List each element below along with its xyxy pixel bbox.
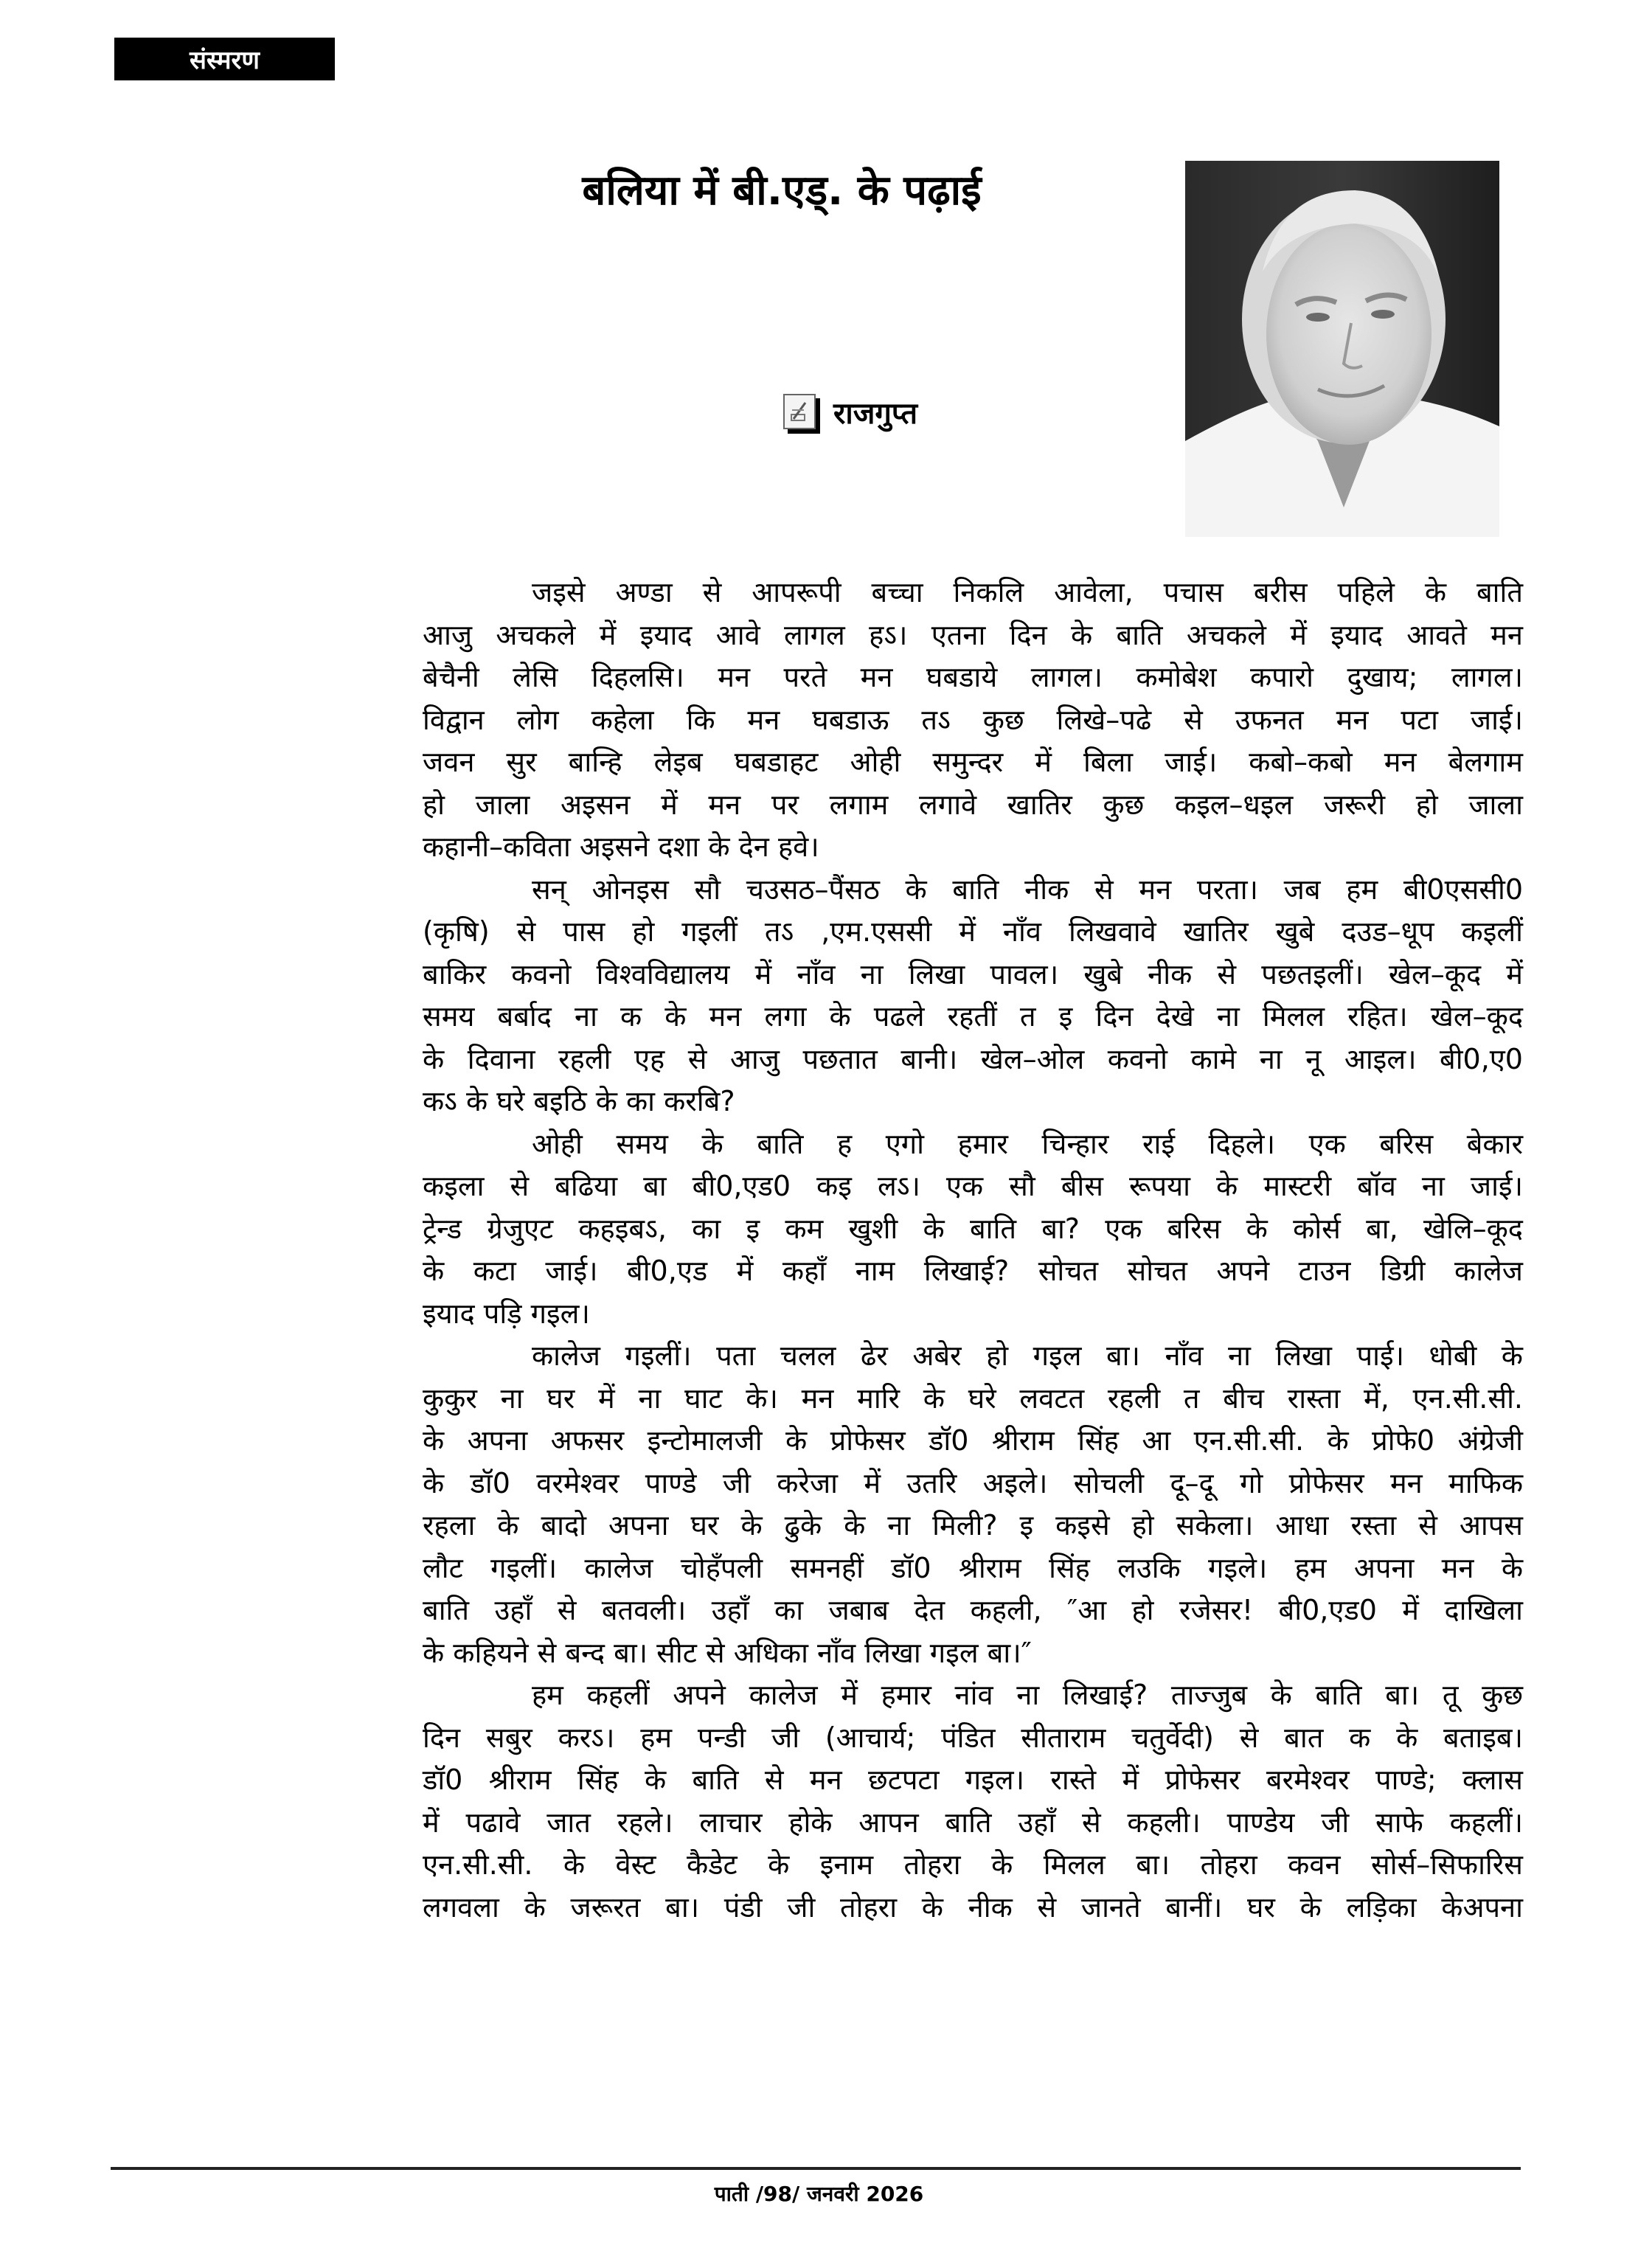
paragraph xyxy=(423,1674,1523,1929)
text-line: समय बर्बाद ना क के मन लगा के पढले रहतीं त इ दिन देखे ना मिलल रहित। खेल–कूद xyxy=(423,1000,1523,1033)
text-line: कइला से बढिया बा बी0,एड0 कइ लऽ। एक सौ बीस रूपया के मास्टरी बॉव ना जाई। xyxy=(423,1170,1523,1202)
section-tag xyxy=(114,38,335,80)
paragraph xyxy=(423,869,1523,1123)
page-footer: पाती /98/ जनवरी 2026 xyxy=(714,2182,924,2206)
text-line: रहला के बादो अपना घर के ढुके के ना मिली? इ कइसे हो सकेला। आधा रस्ता से आपस xyxy=(423,1509,1523,1542)
footer-divider xyxy=(111,2167,1521,2170)
text-line: हो जाला अइसन में मन पर लगाम लगावे खातिर कुछ कइल–धइल जरूरी हो जाला xyxy=(423,788,1523,821)
text-line: हम कहलीं अपने कालेज में हमार नांव ना लिखाई? ताज्जुब के बाति बा। तू कुछ xyxy=(532,1679,1523,1711)
text-line: एन.सी.सी. के वेस्ट कैडेट के इनाम तोहरा के मिलल बा। तोहरा कवन सोर्स–सिफारिस xyxy=(423,1848,1523,1881)
text-line: कालेज गइलीं। पता चलल ढेर अबेर हो गइल बा। नाँव ना लिखा पाई। धोबी के xyxy=(532,1339,1523,1372)
text-line: कऽ के घरे बइठि के का करबि? xyxy=(423,1085,735,1117)
text-line: (कृषि) से पास हो गइलीं तऽ ,एम.एससी में नाँव लिखवावे खातिर खुबे दउड–धूप कइलीं xyxy=(423,915,1523,948)
paragraph xyxy=(423,572,1523,869)
text-line: कुकुर ना घर में ना घाट के। मन मारि के घरे लवटत रहली त बीच रास्ता में, एन.सी.सी. xyxy=(423,1381,1523,1415)
text-line: आजु अचकले में इयाद आवे लागल हऽ। एतना दिन के बाति अचकले में इयाद आवते मन xyxy=(423,618,1523,651)
text-line: विद्वान लोग कहेला कि मन घबडाऊ तऽ कुछ लिखे–पढे से उफनत मन पटा जाई। xyxy=(423,703,1523,736)
text-line: बाकिर कवनो विश्वविद्यालय में नाँव ना लिखा पावल। खुबे नीक से पछतइलीं। खेल–कूद में xyxy=(423,957,1523,991)
author-photo xyxy=(1185,161,1499,537)
paragraph xyxy=(423,1335,1523,1674)
text-line: लगवला के जरूरत बा। पंडी जी तोहरा के नीक से जानते बानीं। घर के लड़िका केअपना xyxy=(423,1890,1523,1924)
text-line: सन् ओनइस सौ चउसठ–पैंसठ के बाति नीक से मन परता। जब हम बी0एससी0 xyxy=(532,873,1523,906)
paragraph xyxy=(423,1123,1523,1336)
text-line: ओही समय के बाति ह एगो हमार चिन्हार राई दिहले। एक बरिस बेकार xyxy=(532,1127,1523,1160)
article-body xyxy=(423,572,1523,1929)
text-line: इयाद पड़ि गइल। xyxy=(423,1297,590,1330)
text-line: कहानी–कविता अइसने दशा के देन हवे। xyxy=(423,830,819,863)
author-byline xyxy=(783,392,917,431)
text-line: डॉ0 श्रीराम सिंह के बाति से मन छटपटा गइल। रास्ते में प्रोफेसर बरमेश्वर पाण्डे; क्लास xyxy=(423,1764,1523,1796)
text-line: ट्रेन्ड ग्रेजुएट कहइबऽ, का इ कम खुशी के बाति बा? एक बरिस के कोर्स बा, खेलि–कूद xyxy=(423,1212,1523,1245)
text-line: के कटा जाई। बी0,एड में कहाँ नाम लिखाई? सोचत सोचत अपने टाउन डिग्री कालेज xyxy=(423,1255,1523,1287)
text-line: लौट गइलीं। कालेज चोहँपली समनहीं डॉ0 श्रीराम सिंह लउकि गइले। हम अपना मन के xyxy=(423,1551,1523,1584)
text-line: के दिवाना रहली एह से आजु पछतात बानी। खेल–ओल कवनो कामे ना नू आइल। बी0,ए0 xyxy=(423,1042,1523,1075)
text-line: के डॉ0 वरमेश्वर पाण्डे जी करेजा में उतरि अइले। सोचली दू–दू गो प्रोफेसर मन माफिक xyxy=(423,1466,1523,1499)
text-line: जइसे अण्डा से आपरूपी बच्चा निकलि आवेला, पचास बरीस पहिले के बाति xyxy=(532,576,1523,608)
text-line: बाति उहाँ से बतवली। उहाँ का जबाब देत कहली, ″आ हो रजेसर! बी0,एड0 में दाखिला xyxy=(423,1594,1523,1626)
text-line: दिन सबुर करऽ। हम पन्डी जी (आचार्य; पंडित सीताराम चतुर्वेदी) से बात क के बताइब। xyxy=(423,1721,1523,1754)
pen-writing-icon xyxy=(783,394,816,429)
article-title: बलिया में बी.एड्. के पढ़ाई xyxy=(582,167,982,215)
section-tag-label: संस्मरण xyxy=(189,46,260,75)
text-line: जवन सुर बान्हि लेइब घबडाहट ओही समुन्दर में बिला जाई। कबो–कबो मन बेलगाम xyxy=(423,746,1523,778)
text-line: के कहियने से बन्द बा। सीट से अधिका नाँव लिखा गइल बा।″ xyxy=(423,1636,1032,1669)
text-line: बेचैनी लेसि दिहलसि। मन परते मन घबडाये लागल। कमोबेश कपारो दुखाय; लागल। xyxy=(423,661,1523,693)
text-line: में पढावे जात रहले। लाचार होके आपन बाति उहाँ से कहली। पाण्डेय जी साफे कहलीं। xyxy=(423,1806,1523,1839)
text-line: के अपना अफसर इन्टोमालजी के प्रोफेसर डॉ0 श्रीराम सिंह आ एन.सी.सी. के प्रोफे0 अंग्रेजी xyxy=(423,1424,1523,1457)
author-name: राजगुप्त xyxy=(833,396,918,431)
